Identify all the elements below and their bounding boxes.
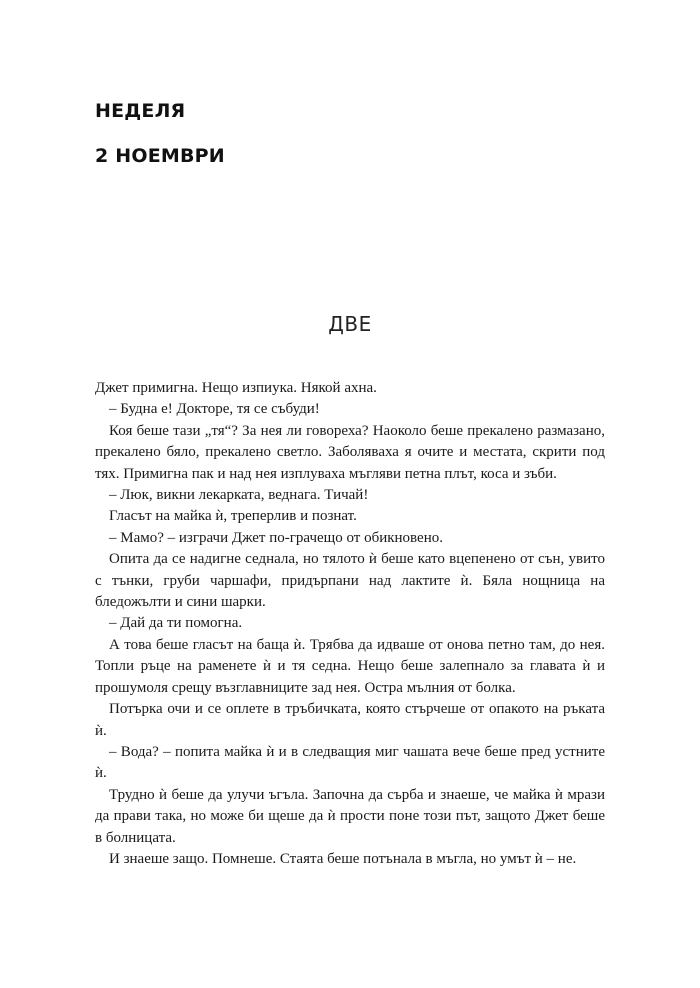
section-heading-date: 2 НОЕМВРИ	[95, 145, 225, 167]
paragraph: – Вода? – попита майка ѝ и в следващия миг чашата вече беше пред устните ѝ.	[95, 743, 605, 782]
paragraph: Трудно ѝ беше да улучи ъгъла. Започна да сърба и знаеше, че майка ѝ мрази да прави така, но може би щеше да ѝ прости поне този път, защото Джет беше в болницата.	[95, 786, 605, 846]
paragraph: – Будна е! Докторе, тя се събуди!	[109, 401, 320, 418]
chapter-title: ДВЕ	[328, 312, 372, 336]
section-heading-day: НЕДЕЛЯ	[95, 100, 186, 122]
paragraph: Опита да се надигне седнала, но тялото ѝ беше като вцепенено от сън, увито с тънки, груби чаршафи, придърпани над лактите ѝ. Бяла нощница на бледожълти и сини шарки.	[95, 551, 605, 611]
paragraph: Коя беше тази „тя“? За нея ли говореха? Наоколо беше прекалено размазано, прекалено бяло, прекалено светло. Заболяваха я очите и местата, скрити под тях. Примигна пак и над нея изплуваха мъгляви петна плът, коса и зъби.	[95, 422, 605, 482]
paragraph: А това беше гласът на баща ѝ. Трябва да идваше от онова петно там, до нея. Топли ръце на раменете ѝ и тя седна. Нещо беше залепнало за главата ѝ и прошумоля срещу възглавниците зад нея. Остра мълния от болка.	[95, 636, 605, 696]
paragraph: Гласът на майка ѝ, треперлив и познат.	[109, 508, 357, 525]
paragraph: Потърка очи и се оплете в тръбичката, която стърчеше от опакото на ръката ѝ.	[95, 701, 605, 739]
paragraph: И знаеше защо. Помнеше. Стаята беше потънала в мъгла, но умът ѝ – не.	[109, 850, 577, 867]
chapter-body	[95, 378, 605, 870]
paragraph: Джет примигна. Нещо изпиука. Някой ахна.	[95, 380, 377, 396]
paragraph: – Люк, викни лекарката, веднага. Тичай!	[109, 487, 369, 504]
paragraph: – Мамо? – изграчи Джет по-грачещо от обикновено.	[109, 529, 443, 546]
paragraph: – Дай да ти помогна.	[109, 615, 243, 632]
